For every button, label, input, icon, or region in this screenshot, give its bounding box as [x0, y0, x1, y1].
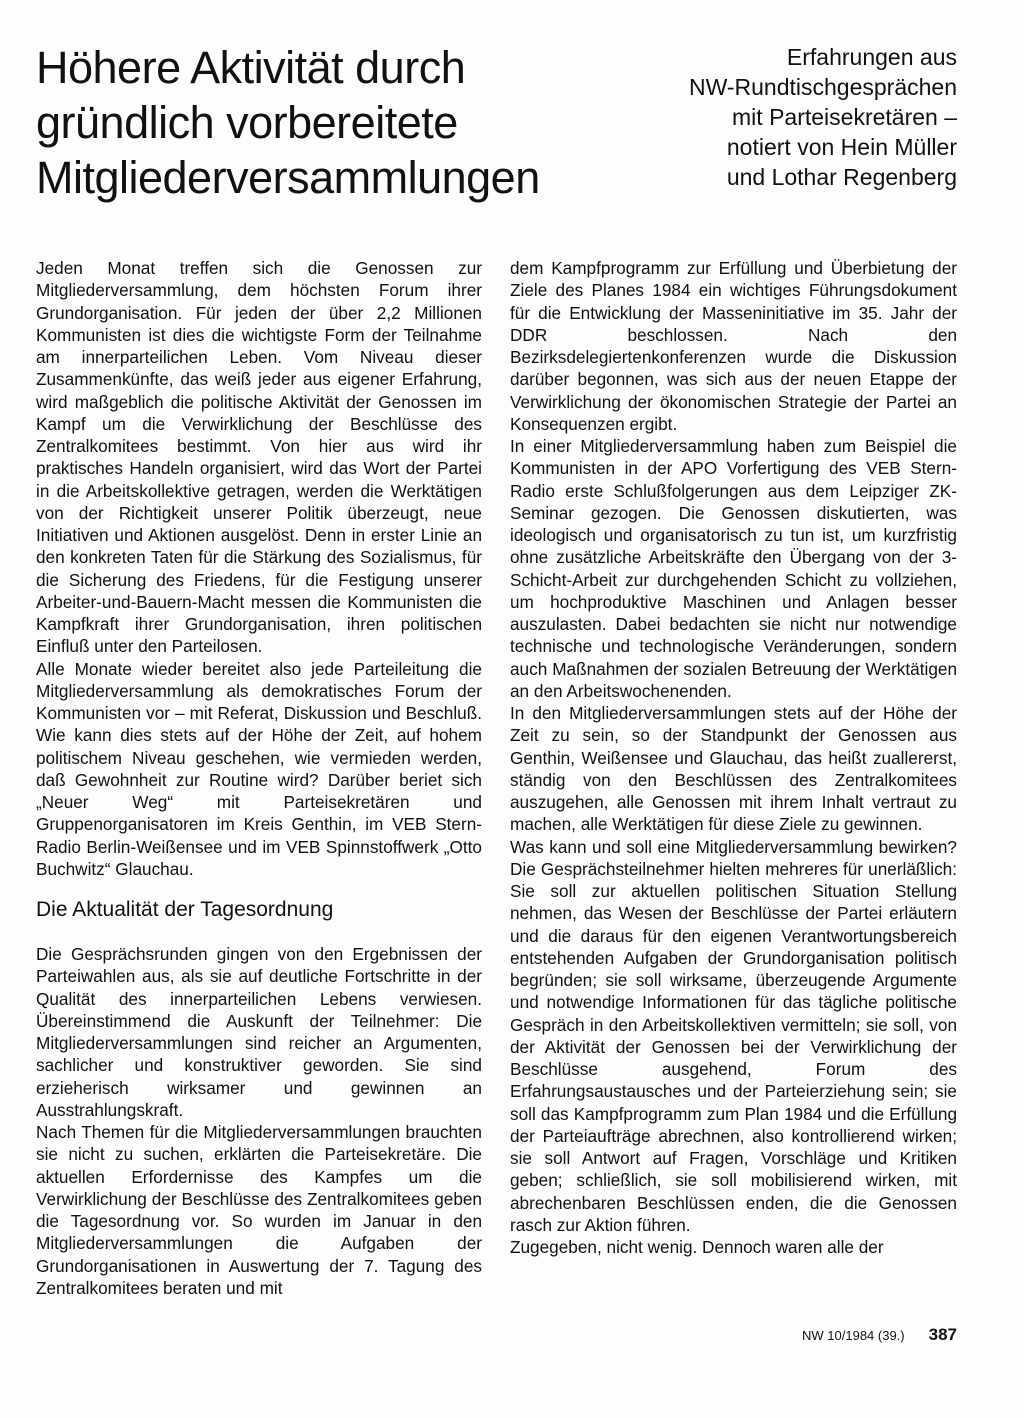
body-paragraph: In einer Mitgliederversammlung haben zum Beispiel die Kommunisten in der APO Vorfertigung des VEB Stern-Radio erste Schlußfolgerungen aus dem Leipziger ZK-Seminar gezogen. Die Genossen diskutierten, was ideologisch und organisatorisch zu tun ist, um kurzfristig ohne zusätzliche Arbeitskräfte den Übergang von der 3-Schicht-Arbeit zur durchgehenden Schicht zu vollziehen, um hochproduktive Maschinen und Anlagen besser auszulasten. Dabei bedachten sie nicht nur notwendige technische und technologische Veränderungen, sondern auch Maßnahmen der sozialen Betreuung der Werktätigen an den Arbeitswochenenden. — [510, 436, 957, 701]
body-paragraph: Zugegeben, nicht wenig. Dennoch waren alle der — [510, 1237, 884, 1257]
page-footer — [802, 1325, 957, 1345]
body-paragraph: Nach Themen für die Mitgliederversammlungen brauchten sie nicht zu suchen, erklärten die Parteisekretäre. Die aktuellen Erfordernisse des Kampfes um die Verwirklichung der Beschlüsse des Zentralkomitees geben die Tagesordnung vor. So wurden im Januar in den Mitgliederversammlungen die Aufgaben der Grundorganisationen in Auswertung der 7. Tagung des Zentralkomitees beraten und mit — [36, 1122, 482, 1298]
byline-line: Erfahrungen aus — [786, 44, 957, 70]
issue-label: NW 10/1984 (39.) — [802, 1328, 905, 1343]
body-paragraph: In den Mitgliederversammlungen stets auf der Höhe der Zeit zu sein, so der Standpunkt der Genossen aus Genthin, Weißensee und Glauchau, das heißt zuallererst, ständig von den Beschlüssen des Zentralkomitees auszugehen, alle Genossen mit ihrem Inhalt vertraut zu machen, alle Werktätigen für diese Ziele zu gewinnen. — [510, 703, 957, 835]
byline-line: und Lothar Regenberg — [726, 164, 957, 190]
body-paragraph: dem Kampfprogramm zur Erfüllung und Überbietung der Ziele des Planes 1984 ein wichtiges Führungsdokument für die Entwicklung der Masseninitiative im 35. Jahr der DDR beschlossen. Nach den Bezirksdelegiertenkonferenzen wurde die Diskussion darüber begonnen, was sich aus der neuen Etappe der Verwirklichung der ökonomischen Strategie der Partei an Konsequenzen ergibt. — [510, 258, 957, 434]
body-paragraph: Alle Monate wieder bereitet also jede Parteileitung die Mitgliederversammlung als demokratisches Forum der Kommunisten vor – mit Referat, Diskussion und Beschluß. Wie kann dies stets auf der Höhe der Zeit, auf hohem politischem Niveau geschehen, wie vermieden werden, daß Gewohnheit zur Routine wird? Darüber beriet sich „Neuer Weg“ mit Parteisekretären und Gruppenorganisatoren im Kreis Genthin, im VEB Stern-Radio Berlin-Weißensee und im VEB Spinnstoffwerk „Otto Buchwitz“ Glauchau. — [36, 658, 482, 879]
byline-line: mit Parteisekretären – — [732, 104, 957, 130]
byline-line: notiert von Hein Müller — [726, 134, 957, 160]
body-paragraph: Jeden Monat treffen sich die Genossen zur Mitgliederversammlung, dem höchsten Forum ihrer Grundorganisation. Für jeden der über 2,2 Millionen Kommunisten ist dies die wichtigste Form der Teilnahme am innerparteilichen Leben. Vom Niveau dieser Zusammenkünfte, das weiß jeder aus eigener Erfahrung, wird maßgeblich die politische Aktivität der Genossen im Kampf um die Verwirklichung der Beschlüsse des Zentralkomitees bestimmt. Von hier aus wird ihr praktisches Handeln organisiert, wird das Wort der Partei in die Arbeitskollektive getragen, werden die Werktätigen von der Richtigkeit unserer Politik überzeugt, neue Initiativen und Aktionen ausgelöst. Denn in erster Linie an den konkreten Taten für die Stärkung des Sozialismus, für die Sicherung des Friedens, für die Festigung unserer Arbeiter-und-Bauern-Macht messen die Kommunisten die Kampfkraft ihrer Grundorganisation, ihren politischen Einfluß unter den Parteilosen. — [36, 258, 482, 657]
right-column — [510, 257, 957, 1258]
body-paragraph: Die Gesprächsrunden gingen von den Ergebnissen der Parteiwahlen aus, als sie auf deutliche Fortschritte in der Qualität des innerparteilichen Lebens verwiesen. Übereinstimmend die Auskunft der Teilnehmer: Die Mitgliederversammlungen sind reicher an Argumenten, sachlicher und konstruktiver geworden. Sie sind erzieherisch wirksamer und gewinnen an Ausstrahlungskraft. — [36, 944, 482, 1120]
section-subhead: Die Aktualität der Tagesordnung — [36, 898, 334, 921]
byline-line: NW-Rundtischgesprächen — [688, 74, 957, 100]
article-byline — [617, 42, 957, 192]
left-column — [36, 257, 482, 1299]
page-number: 387 — [928, 1325, 957, 1344]
headline-line: Mitgliederversammlungen — [36, 152, 540, 203]
article-headline — [36, 40, 596, 205]
body-paragraph: Was kann und soll eine Mitgliederversammlung bewirken? Die Gesprächsteilnehmer hielten mehreres für unerläßlich: Sie soll zur aktuellen politischen Situation Stellung nehmen, das Wesen der Beschlüsse der Partei erläutern und die daraus für den eigenen Verantwortungsbereich entstehenden Aufgaben der Grundorganisation politisch begründen; sie soll wirksame, überzeugende Argumente und notwendige Informationen für das tägliche politische Gespräch in den Arbeitskollektiven vermitteln; sie soll, von der Aktivität der Genossen bei der Verwirklichung der Beschlüsse ausgehend, Forum des Erfahrungsaustausches und der Parteierziehung sein; sie soll das Kampfprogramm zum Plan 1984 und die Erfüllung der Parteiaufträge abrechnen, also kontrollierend wirken; sie soll Antwort auf Fragen, Vorschläge und Kritiken geben; schließlich, sie soll mobilisierend wirken, mit abrechenbaren Beschlüssen enden, die die Genossen rasch zur Aktion führen. — [510, 836, 957, 1235]
headline-line: gründlich vorbereitete — [36, 97, 458, 148]
headline-line: Höhere Aktivität durch — [36, 42, 466, 93]
